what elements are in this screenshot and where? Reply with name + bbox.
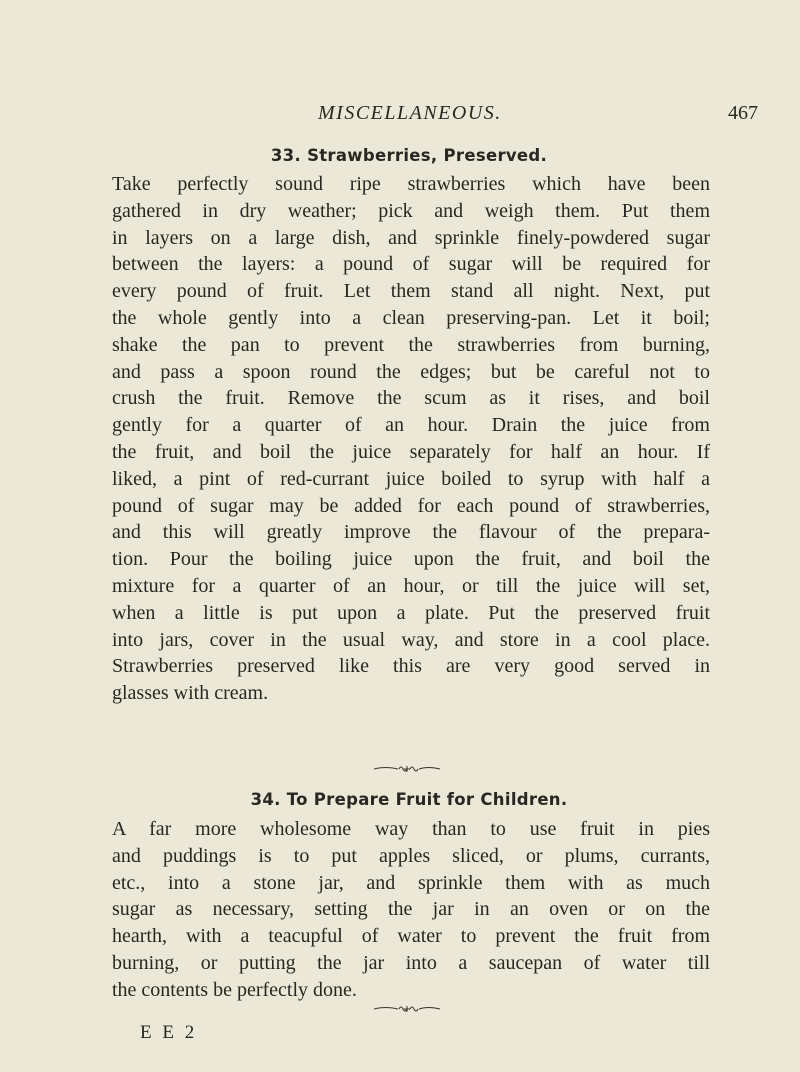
section-heading-33: 33. Strawberries, Preserved. bbox=[270, 146, 548, 165]
signature-mark: E E 2 bbox=[140, 1022, 198, 1043]
text-line: crush the fruit. Remove the scum as it rises, and boil bbox=[112, 387, 710, 410]
text-line: when a little is put upon a plate. Put the preserved fruit bbox=[112, 601, 710, 624]
text-line: Strawberries preserved like this are very good served in bbox=[112, 655, 710, 678]
text-line: and puddings is to put apples sliced, or plums, currants, bbox=[112, 844, 710, 867]
text-line: and pass a spoon round the edges; but be careful not to bbox=[112, 360, 710, 383]
page-number: 467 bbox=[728, 102, 758, 124]
text-line: into jars, cover in the usual way, and store in a cool place. bbox=[112, 628, 710, 651]
text-line: gently for a quarter of an hour. Drain the juice from bbox=[112, 414, 710, 437]
text-line: sugar as necessary, setting the jar in an oven or on the bbox=[112, 898, 710, 921]
section-heading-34: 34. To Prepare Fruit for Children. bbox=[250, 790, 568, 809]
text-line: shake the pan to prevent the strawberries from burning, bbox=[112, 333, 710, 356]
text-line: Take perfectly sound ripe strawberries which have been bbox=[112, 173, 710, 195]
text-line: glasses with cream. bbox=[112, 682, 269, 705]
section-body-34 bbox=[112, 816, 710, 1004]
fleuron-divider-icon bbox=[372, 1004, 442, 1014]
text-line: hearth, with a teacupful of water to prevent the fruit from bbox=[112, 925, 710, 948]
section-body-33 bbox=[112, 171, 710, 707]
text-line: burning, or putting the jar into a saucepan of water till bbox=[112, 951, 710, 974]
running-title: MISCELLANEOUS. bbox=[318, 102, 502, 124]
text-line: the whole gently into a clean preserving-pan. Let it boil; bbox=[112, 306, 710, 329]
text-line: pound of sugar may be added for each pound of strawberries, bbox=[112, 494, 710, 517]
text-line: gathered in dry weather; pick and weigh them. Put them bbox=[112, 199, 710, 222]
text-line: tion. Pour the boiling juice upon the fruit, and boil the bbox=[112, 548, 710, 571]
text-line: mixture for a quarter of an hour, or till the juice will set, bbox=[112, 574, 710, 597]
text-line: between the layers: a pound of sugar will be required for bbox=[112, 253, 710, 276]
text-line: liked, a pint of red-currant juice boiled to syrup with half a bbox=[112, 467, 710, 490]
text-line: etc., into a stone jar, and sprinkle them with as much bbox=[112, 871, 710, 894]
text-line: in layers on a large dish, and sprinkle finely-powdered sugar bbox=[112, 226, 710, 249]
fleuron-divider-icon bbox=[372, 764, 442, 774]
text-line: the fruit, and boil the juice separately for half an hour. If bbox=[112, 440, 710, 463]
text-line: every pound of fruit. Let them stand all night. Next, put bbox=[112, 280, 710, 303]
running-head bbox=[0, 102, 800, 132]
text-line: A far more wholesome way than to use fruit in pies bbox=[112, 818, 710, 840]
text-line: and this will greatly improve the flavour of the prepara- bbox=[112, 521, 710, 544]
text-line: the contents be perfectly done. bbox=[112, 978, 357, 1001]
